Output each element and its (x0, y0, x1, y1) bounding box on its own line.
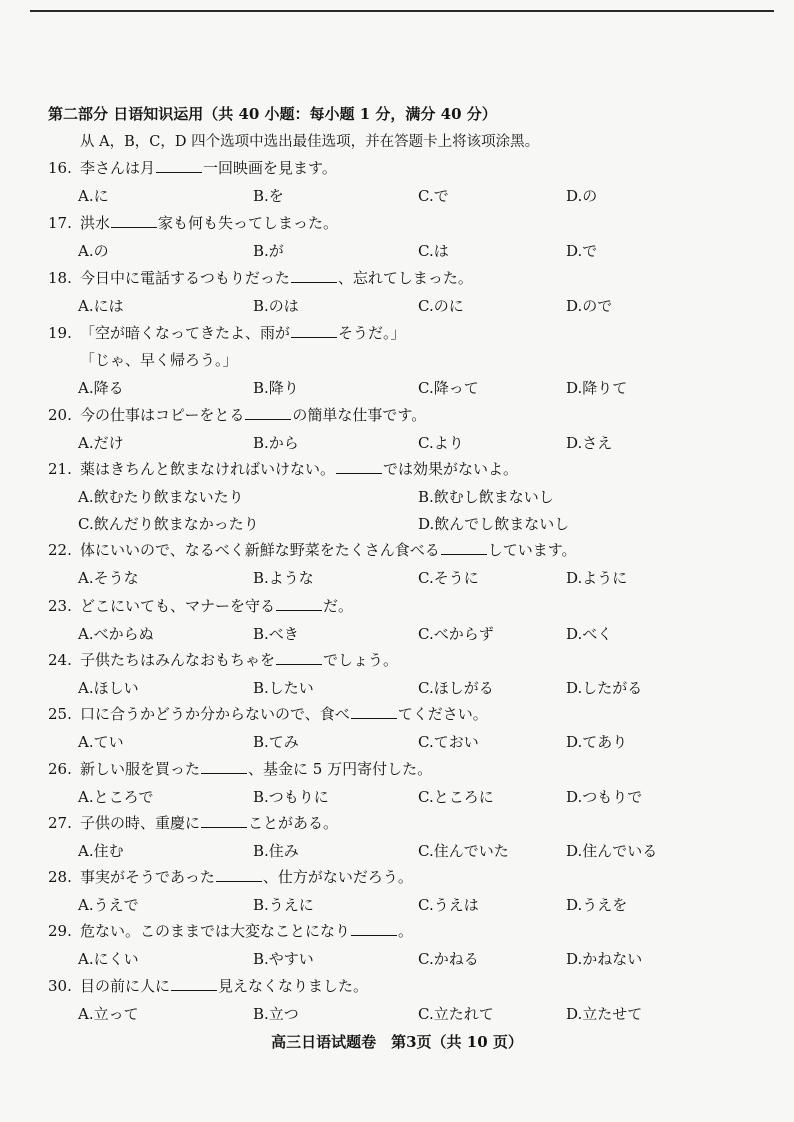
stem-text-after: しています。 (487, 541, 577, 559)
option-d: D.べく (566, 625, 613, 643)
stem-text-after: では効果がないよ。 (383, 460, 519, 478)
option-c: C.かねる (418, 950, 479, 968)
option-d: D.かねない (566, 950, 643, 968)
stem-text-before: 口に合うかどうか分からないので、食べ (80, 705, 350, 723)
question-number: 25. (48, 705, 72, 723)
answer-blank (201, 813, 247, 828)
option-c: C.べからず (418, 625, 494, 643)
answer-blank (351, 704, 397, 719)
option-b: B.住み (253, 842, 299, 860)
answer-blank (441, 540, 487, 555)
option-b: B.つもりに (253, 788, 329, 806)
option-a: A.うえで (78, 896, 139, 914)
option-b: B.てみ (253, 733, 299, 751)
option-c: C.降って (418, 379, 479, 397)
question-stem (48, 157, 337, 178)
answer-blank (351, 921, 397, 936)
option-d: D.ように (566, 569, 628, 587)
stem-text-after: 一回映画を見ます。 (203, 159, 337, 177)
option-b: B.から (253, 434, 299, 452)
question-stem (48, 649, 398, 670)
question-stem (48, 404, 426, 425)
stem-text-after: そうだ。」 (338, 324, 406, 342)
question-stem (48, 267, 473, 288)
answer-blank (245, 405, 291, 420)
stem-text-before: 危ない。このままでは大変なことになり (80, 922, 351, 940)
option-c: C.のに (418, 297, 464, 315)
stem-text-before: 「空が暗くなってきたよ、雨が (80, 324, 291, 342)
option-a: A.の (78, 242, 109, 260)
option-d: D.つもりで (566, 788, 643, 806)
option-c: C.うえは (418, 896, 479, 914)
answer-blank (201, 759, 247, 774)
option-d: D.うえを (566, 896, 628, 914)
stem-text-after: の簡単な仕事です。 (292, 406, 427, 424)
option-d: D.住んでいる (566, 842, 658, 860)
option-d: D.したがる (566, 679, 643, 697)
question-stem (48, 595, 353, 616)
option-a: A.にくい (78, 950, 139, 968)
question-stem (48, 975, 368, 996)
option-c: C.ておい (418, 733, 479, 751)
option-c: C.ほしがる (418, 679, 494, 697)
question-stem (48, 758, 432, 779)
option-a: A.に (78, 187, 109, 205)
answer-blank (171, 976, 217, 991)
instruction-text: 从 A，B，C，D 四个选项中选出最佳选项，并在答题卡上将该项涂黑。 (80, 134, 540, 150)
answer-blank (276, 596, 322, 611)
question-number: 21. (48, 460, 72, 478)
option-d: D.で (566, 242, 598, 260)
stem-text-after: 家も何も失ってしまった。 (158, 214, 339, 232)
question-stem (48, 703, 488, 724)
option-a: A.ところで (78, 788, 154, 806)
stem-text-after: 、仕方がないだろう。 (262, 868, 413, 886)
option-c: C.住んでいた (418, 842, 509, 860)
question-stem (48, 212, 338, 233)
stem-text-before: 体にいいので、なるべく新鮮な野菜をたくさん食べる (80, 541, 440, 559)
option-b: B.やすい (253, 950, 314, 968)
option-c: C.で (418, 187, 449, 205)
option-c: C.より (418, 434, 464, 452)
stem-text-before: 子供たちはみんなおもちゃを (80, 651, 276, 669)
option-b: B.べき (253, 625, 299, 643)
option-b: B.立つ (253, 1005, 299, 1023)
option-d: D.飲んでし飲まないし (418, 515, 570, 533)
answer-blank (156, 158, 202, 173)
question-number: 26. (48, 760, 72, 778)
question-stem (48, 458, 518, 479)
option-a: A.には (78, 297, 124, 315)
question-number: 19. (48, 324, 72, 342)
stem-text-after: 、基金に 5 万円寄付した。 (248, 760, 433, 778)
option-a: A.そうな (78, 569, 139, 587)
option-a: A.立って (78, 1005, 139, 1023)
question-number: 29. (48, 922, 72, 940)
option-c: C.立たれて (418, 1005, 494, 1023)
option-b: B.を (253, 187, 284, 205)
stem-text-before: 事実がそうであった (80, 868, 215, 886)
answer-blank (336, 459, 382, 474)
question-stem (48, 920, 413, 941)
answer-blank (291, 268, 337, 283)
option-c: C.は (418, 242, 449, 260)
question-number: 27. (48, 814, 72, 832)
page-footer: 高三日语试题卷 第3页（共 10 页） (271, 1033, 523, 1051)
option-d: D.降りて (566, 379, 628, 397)
stem-text-before: どこにいても、マナーを守る (80, 597, 276, 615)
question-stem (48, 539, 577, 560)
stem-text-after: ことがある。 (248, 814, 339, 832)
stem-text-before: 新しい服を買った (80, 760, 201, 778)
stem-text-after: でしょう。 (323, 651, 399, 669)
option-a: A.降る (78, 379, 124, 397)
stem-text-after: 見えなくなりました。 (218, 977, 369, 995)
option-c: C.飲んだり飲まなかったり (78, 515, 259, 533)
option-b: B.ような (253, 569, 314, 587)
option-d: D.ので (566, 297, 613, 315)
top-rule (30, 10, 774, 12)
stem-text-before: 目の前に人に (80, 977, 171, 995)
stem-text-after: てください。 (397, 705, 488, 723)
stem-text-after: 、忘れてしまった。 (337, 269, 473, 287)
section-title: 第二部分 日语知识运用（共 40 小题：每小题 1 分，满分 40 分） (48, 105, 497, 123)
option-a: A.飲むたり飲まないたり (78, 488, 244, 506)
stem-second-line: 「じゃ、早く帰ろう。」 (80, 351, 238, 369)
stem-text-after: だ。 (323, 597, 354, 615)
stem-text-after: 。 (398, 922, 414, 940)
stem-text-before: 李さんは月 (80, 159, 156, 177)
question-stem (48, 812, 338, 833)
stem-text-before: 薬はきちんと飲まなければいけない。 (80, 460, 336, 478)
stem-text-before: 今の仕事はコピーをとる (80, 406, 245, 424)
option-a: A.ほしい (78, 679, 139, 697)
question-number: 28. (48, 868, 72, 886)
option-d: D.の (566, 187, 598, 205)
question-stem (48, 322, 406, 343)
answer-blank (216, 867, 262, 882)
option-a: A.住む (78, 842, 124, 860)
option-b: B.飲むし飲まないし (418, 488, 554, 506)
answer-blank (291, 323, 337, 338)
question-number: 24. (48, 651, 72, 669)
question-number: 18. (48, 269, 72, 287)
stem-text-before: 洪水 (80, 214, 111, 232)
question-number: 17. (48, 214, 72, 232)
answer-blank (276, 650, 322, 665)
option-a: A.てい (78, 733, 124, 751)
stem-text-before: 今日中に電話するつもりだった (80, 269, 290, 287)
option-d: D.立たせて (566, 1005, 643, 1023)
stem-text-before: 子供の時、重慶に (80, 814, 201, 832)
option-b: B.うえに (253, 896, 314, 914)
option-b: B.したい (253, 679, 314, 697)
answer-blank (111, 213, 157, 228)
question-number: 16. (48, 159, 72, 177)
option-d: D.てあり (566, 733, 628, 751)
option-b: B.降り (253, 379, 299, 397)
question-number: 22. (48, 541, 72, 559)
question-number: 30. (48, 977, 72, 995)
option-b: B.が (253, 242, 284, 260)
question-stem (48, 866, 413, 887)
question-number: 23. (48, 597, 72, 615)
option-c: C.ところに (418, 788, 494, 806)
option-d: D.さえ (566, 434, 613, 452)
option-c: C.そうに (418, 569, 479, 587)
option-b: B.のは (253, 297, 299, 315)
question-number: 20. (48, 406, 72, 424)
option-a: A.だけ (78, 434, 124, 452)
option-a: A.べからぬ (78, 625, 154, 643)
